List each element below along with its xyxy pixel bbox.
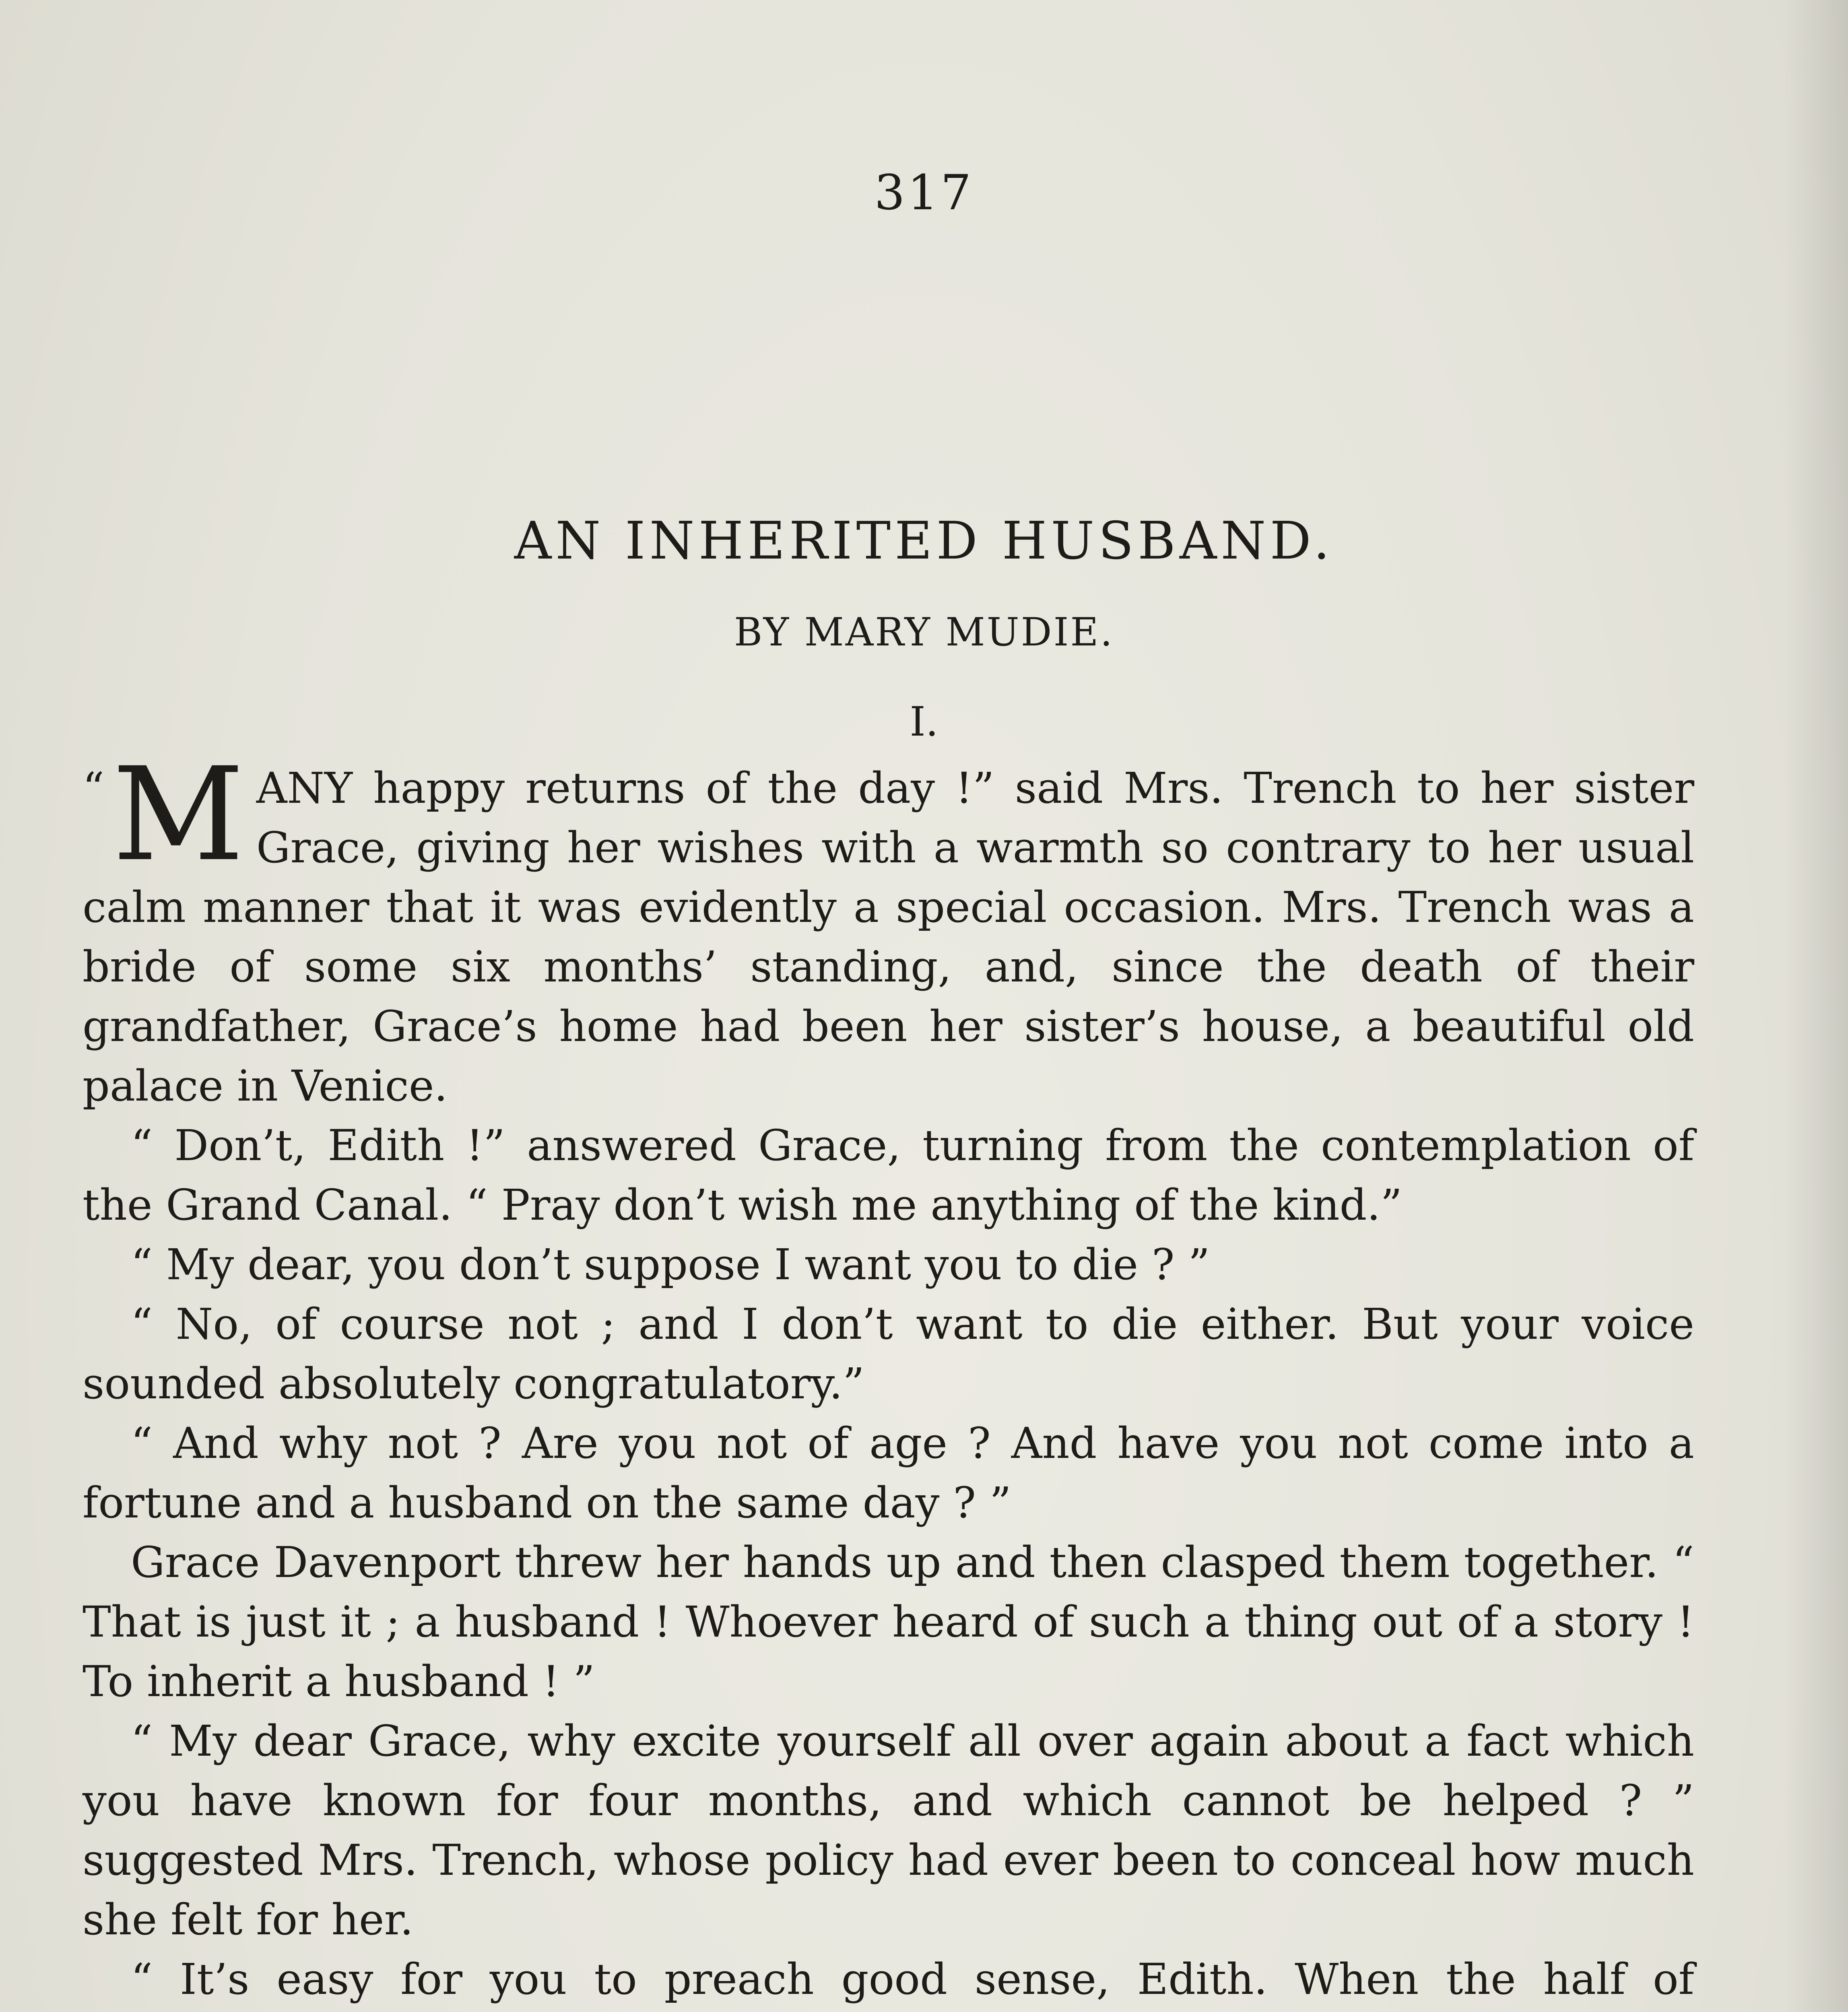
story-body	[82, 740, 1694, 2012]
paragraph	[82, 740, 1694, 1116]
paragraph: “ And why not ? Are you not of age ? And have you not come into a fortune and a husband on the same day ? ”	[82, 1418, 1694, 1528]
paragraph: “ No, of course not ; and I don’t want to die either. But your voice sounded absolutely congratulatory.”	[82, 1299, 1694, 1408]
paragraph: “ My dear Grace, why excite yourself all over again about a fact which you have known for four months, and which cannot be helped ? ” suggested Mrs. Trench, whose policy had ever been to conceal how much she felt for her.	[82, 1716, 1694, 1944]
paragraph: “ It’s easy for you to preach good sense, Edith. When the half of	[131, 1954, 1694, 2004]
opening-quote: “	[82, 763, 105, 813]
byline-text: BY MARY MUDIE.	[734, 610, 1114, 655]
paragraph: Grace Davenport threw her hands up and then clasped them together. “ That is just it ; a husband ! Whoever heard of such a thing out of a story ! To inherit a husband ! ”	[82, 1538, 1694, 1706]
paragraph-text: ANY happy returns of the day !” said Mrs. Trench to her sister Grace, giving her wishes with a warmth so contrary to her usual calm manner that it was evidently a special occasion. Mrs. Trench was a bride of some six months’ standing, and, since the death of their grandfather, Grace’s home had been her sister’s house, a beautiful old palace in Venice.	[82, 763, 1694, 1111]
paragraph: “ Don’t, Edith !” answered Grace, turning from the contemplation of the Grand Canal. “ Pray don’t wish me anything of the kind.”	[82, 1121, 1694, 1230]
author-byline	[0, 610, 1848, 655]
drop-cap: M	[112, 740, 244, 890]
page-number: 317	[874, 165, 974, 221]
section-number: I.	[910, 698, 938, 745]
paragraph: “ My dear, you don’t suppose I want you to die ? ”	[131, 1240, 1210, 1289]
story-title: AN INHERITED HUSBAND.	[514, 511, 1334, 571]
page-edge-shadow	[1784, 0, 1848, 2012]
